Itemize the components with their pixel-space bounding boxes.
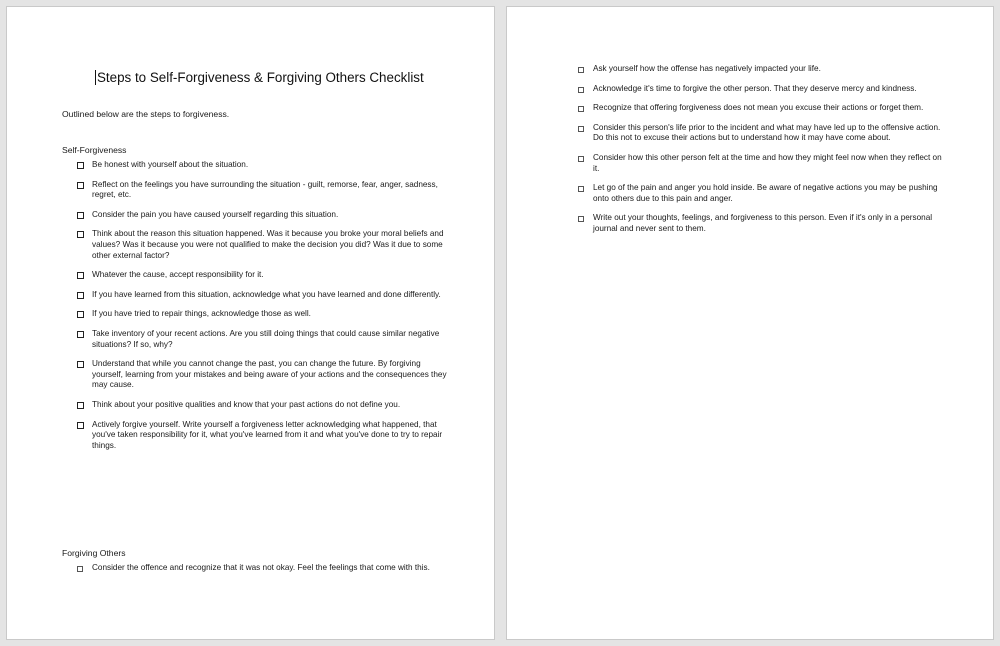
checklist-item-text: Write out your thoughts, feelings, and forgiveness to this person. Even if it's only in a personal journal and never sent to them. [593,213,933,233]
checklist-item [77,180,449,201]
checkbox[interactable] [578,186,584,192]
checklist-item-text: Think about the reason this situation happened. Was it because you broke your moral beliefs and values? Was it because you were not qualified to make the decision you did? Was it due to some other external factor? [92,229,444,260]
checklist-item [77,359,449,391]
document-page-1[interactable] [6,6,495,640]
document-title[interactable] [95,70,424,85]
checklist-item-text: Reflect on the feelings you have surrounding the situation - guilt, remorse, fear, anger, sadness, regret, etc. [92,179,438,200]
checklist-item [77,420,449,452]
checkbox[interactable] [578,67,584,73]
checkbox[interactable] [77,231,84,238]
checkbox[interactable] [578,106,584,112]
checklist-item [77,210,449,221]
checkbox[interactable] [77,212,84,219]
checkbox[interactable] [578,126,584,132]
checkbox[interactable] [578,87,584,93]
checklist-item-text: Be honest with yourself about the situation. [92,160,249,169]
checklist-item-text: Let go of the pain and anger you hold inside. Be aware of negative actions you may be pushing onto others due to this pain and anger. [593,183,938,203]
checklist-item [578,103,948,114]
checklist-item-text: Acknowledge it's time to forgive the other person. That they deserve mercy and kindness. [593,83,917,93]
checklist-item [578,213,948,234]
checkbox[interactable] [77,182,84,189]
checklist-item-text: Actively forgive yourself. Write yourself a forgiveness letter acknowledging what happened, that you've taken responsibility for it, what you've learned from it and what you've done to try to repair things. [92,419,443,450]
checklist-item-text: Take inventory of your recent actions. Are you still doing things that could cause similar negative situations? If so, why? [92,328,440,349]
checklist-item [77,290,449,301]
checklist-item [77,229,449,261]
checklist-item-text: Whatever the cause, accept responsibility for it. [92,270,264,280]
checklist-item-text: If you have learned from this situation, acknowledge what you have learned and done differently. [92,289,441,299]
checklist-item-text: If you have tried to repair things, acknowledge those as well. [92,309,311,319]
checkbox[interactable] [77,272,84,279]
forgiving-others-checklist-page1 [77,563,449,574]
section-heading-self-forgiveness: Self-Forgiveness [62,145,127,155]
checkbox[interactable] [77,311,84,318]
checklist-item-text: Recognize that offering forgiveness does not mean you excuse their actions or forget them. [593,103,924,113]
checklist-item [578,123,948,144]
checklist-item [578,153,948,174]
checkbox[interactable] [77,402,84,409]
text-cursor [95,70,96,85]
checklist-item [77,563,449,574]
checkbox[interactable] [578,216,584,222]
checklist-item-text: Consider this person's life prior to the incident and what may have led up to the offensive action. Do this not to excuse their actions but to understand how it may have come about. [593,122,941,143]
checkbox[interactable] [77,361,84,368]
document-title-text: Steps to Self-Forgiveness & Forgiving Others Checklist [97,70,424,85]
checklist-item [578,183,948,204]
document-page-2[interactable] [506,6,994,640]
checklist-item-text: Ask yourself how the offense has negatively impacted your life. [593,64,821,73]
checkbox[interactable] [77,162,84,169]
checkbox[interactable] [77,422,84,429]
checklist-item-text: Consider the offence and recognize that it was not okay. Feel the feelings that come with this. [92,563,430,572]
section-heading-forgiving-others: Forgiving Others [62,548,126,558]
checkbox[interactable] [578,156,584,162]
checklist-item [77,160,449,171]
checkbox[interactable] [77,292,84,299]
checklist-item-text: Consider the pain you have caused yourself regarding this situation. [92,209,339,219]
checkbox[interactable] [77,566,83,572]
checklist-item [77,400,449,411]
checklist-item [578,84,948,95]
checklist-item [77,329,449,350]
self-forgiveness-checklist [77,160,449,451]
checklist-item [578,64,948,75]
checkbox[interactable] [77,331,84,338]
checklist-item-text: Understand that while you cannot change the past, you can change the future. By forgiving yourself, learning from your mistakes and being aware of your actions and the consequences they may cause. [92,359,447,390]
checklist-item-text: Consider how this other person felt at the time and how they might feel now when they reflect on it. [593,152,942,173]
checklist-item [77,309,449,320]
checklist-item [77,270,449,281]
checklist-item-text: Think about your positive qualities and know that your past actions do not define you. [92,399,401,409]
forgiving-others-checklist-page2 [578,64,948,235]
intro-text: Outlined below are the steps to forgiveness. [62,109,230,119]
